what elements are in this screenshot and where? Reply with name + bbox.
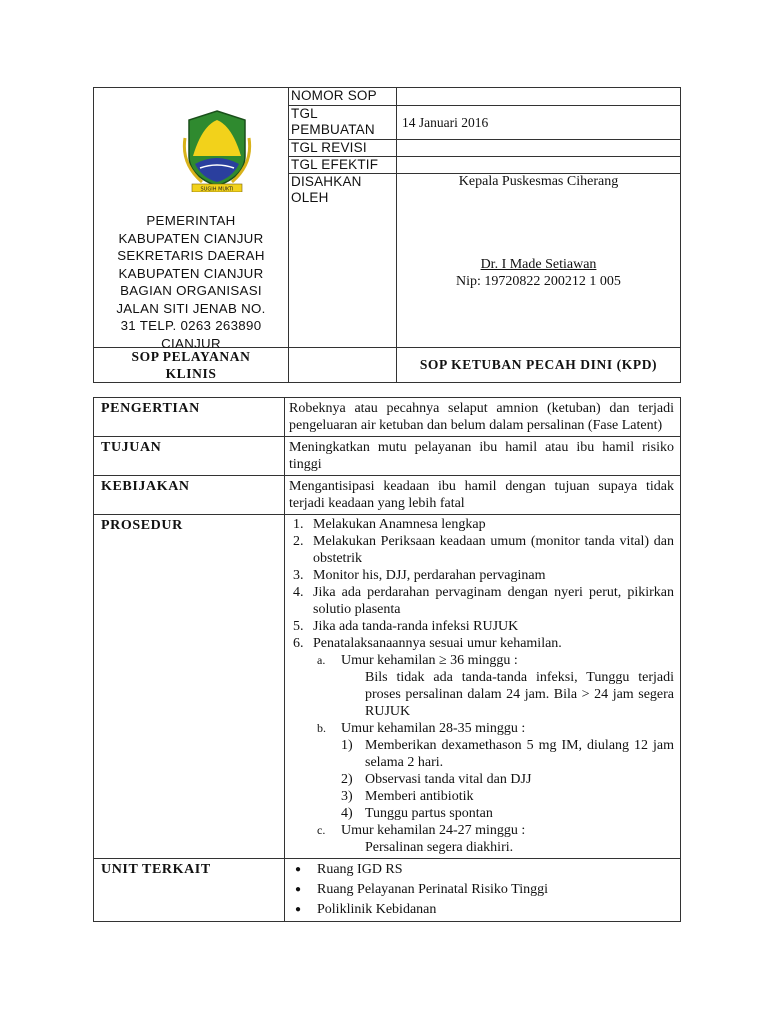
bullet-icon: ● [295, 904, 302, 915]
step-text: Penatalaksanaannya sesuai umur kehamilan. [313, 636, 562, 651]
cianjur-emblem-icon [182, 108, 252, 192]
sop-category-line: KLINIS [165, 366, 217, 381]
sub-text: Memberi antibiotik [365, 789, 474, 804]
org-line: BAGIAN ORGANISASI [120, 283, 262, 298]
org-line: PEMERINTAH [146, 213, 236, 228]
sub-letter: b. [317, 721, 326, 735]
tgl-pembuatan-label-line: TGL [291, 106, 318, 121]
organization-address [94, 212, 288, 352]
tgl-efektif-label: TGL EFEKTIF [289, 157, 397, 174]
list-item [289, 899, 676, 919]
list-item [289, 618, 674, 635]
sub-detail: Bils tidak ada tanda-tanda infeksi, Tunggu terjadi proses persalinan dalam 24 jam. Bila > 24 jam segera RUJUK [365, 670, 674, 719]
nomor-sop-label: NOMOR SOP [289, 88, 397, 106]
step-number: 6. [293, 636, 304, 651]
prosedur-content [285, 515, 681, 859]
org-line: KABUPATEN CIANJUR [118, 230, 264, 246]
list-item [289, 879, 676, 899]
sub-item-c [289, 822, 674, 839]
list-item [289, 584, 674, 618]
tgl-revisi-value [397, 140, 681, 157]
sub-number: 4) [341, 806, 353, 821]
step-number: 1. [293, 517, 304, 532]
sop-category [94, 348, 289, 383]
step-text: Melakukan Anamnesa lengkap [313, 517, 486, 532]
unit-terkait-list [285, 859, 681, 922]
tgl-efektif-value [397, 157, 681, 174]
org-line: SEKRETARIS DAERAH [117, 248, 265, 263]
list-item [289, 567, 674, 584]
logo-motto: SUGIH MUKTI [200, 186, 234, 192]
step-number: 4. [293, 585, 304, 600]
tgl-revisi-label: TGL REVISI [289, 140, 397, 157]
sub-item-a-detail [289, 669, 674, 720]
nomor-sop-value [397, 88, 681, 106]
list-item [289, 788, 674, 805]
bullet-icon: ● [295, 864, 302, 875]
institution-cell [94, 88, 289, 351]
step-text: Jika ada tanda-randa infeksi RUJUK [313, 619, 519, 634]
org-line: 31 TELP. 0263 263890 [120, 318, 262, 333]
step-text: Jika ada perdarahan pervaginam dengan nyeri perut, pikirkan solutio plasenta [313, 585, 674, 617]
list-item [289, 635, 674, 652]
sub-item-a [289, 652, 674, 669]
list-item [289, 533, 674, 567]
disahkan-label-line: OLEH [291, 190, 329, 205]
sub-item-b [289, 720, 674, 737]
sub-letter: a. [317, 653, 326, 667]
step-number: 2. [293, 534, 304, 549]
tgl-pembuatan-label-line: PEMBUATAN [291, 122, 375, 137]
sub-text: Tunggu partus spontan [365, 806, 493, 821]
org-line: CIANJUR [161, 335, 221, 351]
unit-terkait-label: UNIT TERKAIT [94, 859, 285, 922]
kebijakan-text: Mengantisipasi keadaan ibu hamil dengan tujuan supaya tidak terjadi keadaan yang lebih fatal [285, 476, 681, 515]
approver-nip: Nip: 19720822 200212 1 005 [456, 274, 621, 289]
pengertian-label: PENGERTIAN [94, 398, 285, 437]
org-line: JALAN SITI JENAB NO. [116, 300, 266, 316]
org-line: KABUPATEN CIANJUR [118, 265, 264, 281]
bullet-icon: ● [295, 884, 302, 895]
disahkan-label-line: DISAHKAN [291, 174, 362, 189]
sub-text: Observasi tanda vital dan DJJ [365, 772, 532, 787]
list-item [289, 805, 674, 822]
approval-cell [397, 174, 681, 348]
sub-item-c-detail [289, 839, 674, 856]
prosedur-label: PROSEDUR [94, 515, 285, 859]
unit-name: Poliklinik Kebidanan [317, 902, 437, 917]
tgl-pembuatan-label [289, 106, 397, 140]
sub-number: 1) [341, 738, 353, 753]
step-text: Monitor his, DJJ, perdarahan pervaginam [313, 568, 546, 583]
list-item [289, 516, 674, 533]
step-number: 5. [293, 619, 304, 634]
sop-category-line: SOP PELAYANAN [131, 349, 251, 364]
approver-title: Kepala Puskesmas Ciherang [458, 174, 619, 189]
step-number: 3. [293, 568, 304, 583]
tujuan-label: TUJUAN [94, 437, 285, 476]
step-text: Melakukan Periksaan keadaan umum (monitor tanda vital) dan obstetrik [313, 534, 674, 566]
list-item [289, 771, 674, 788]
unit-name: Ruang IGD RS [317, 862, 403, 877]
kebijakan-label: KEBIJAKAN [94, 476, 285, 515]
tujuan-text: Meningkatkan mutu pelayanan ibu hamil atau ibu hamil risiko tinggi [285, 437, 681, 476]
disahkan-label [289, 174, 397, 348]
sop-header-table [93, 87, 681, 383]
sop-title: SOP KETUBAN PECAH DINI (KPD) [397, 348, 681, 383]
sub-number: 2) [341, 772, 353, 787]
list-item [289, 859, 676, 879]
tgl-pembuatan-value: 14 Januari 2016 [397, 106, 681, 140]
pengertian-text: Robeknya atau pecahnya selaput amnion (ketuban) dan terjadi pengeluaran air ketuban dan belum dalam persalinan (Fase Latent) [285, 398, 681, 437]
sub-detail: Persalinan segera diakhiri. [365, 840, 514, 855]
unit-name: Ruang Pelayanan Perinatal Risiko Tinggi [317, 882, 548, 897]
sub-text: Umur kehamilan ≥ 36 minggu : [341, 653, 518, 668]
sub-number: 3) [341, 789, 353, 804]
sop-content-table [93, 397, 681, 922]
sub-text: Umur kehamilan 28-35 minggu : [341, 721, 526, 736]
approver-name: Dr. I Made Setiawan [480, 257, 597, 272]
empty-cell [289, 348, 397, 383]
sub-letter: c. [317, 823, 326, 837]
sub-text: Umur kehamilan 24-27 minggu : [341, 823, 526, 838]
list-item [289, 737, 674, 771]
sub-text: Memberikan dexamethason 5 mg IM, diulang 12 jam selama 2 hari. [365, 738, 674, 770]
